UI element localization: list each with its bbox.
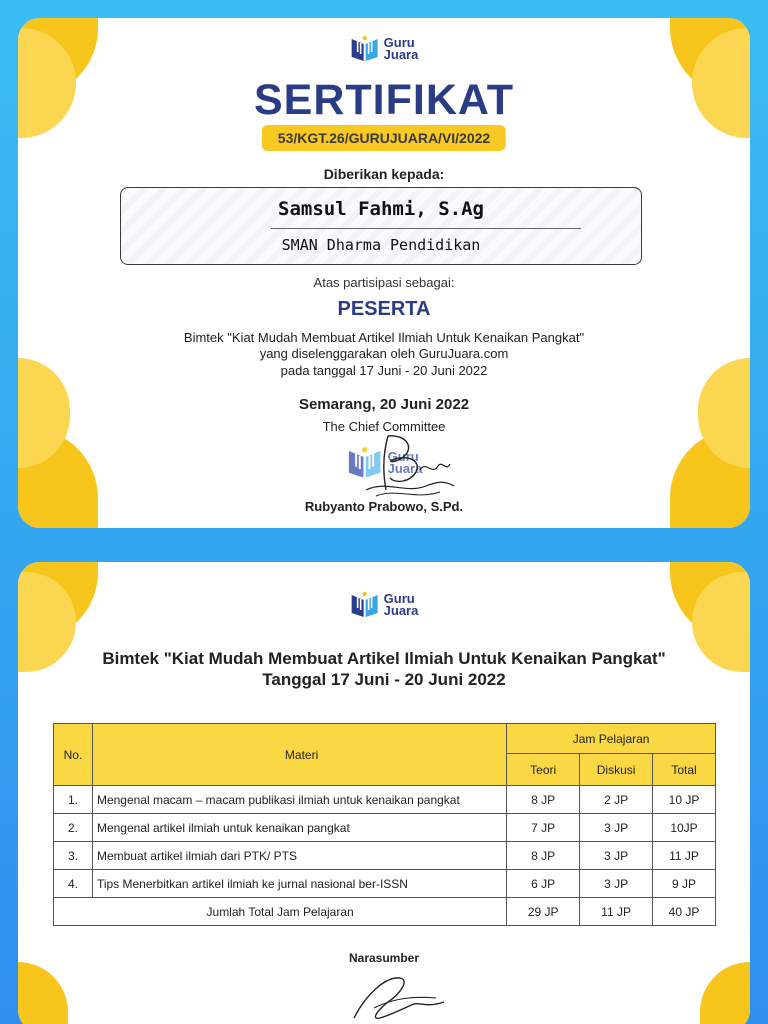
- row-diskusi: 3 JP: [580, 870, 653, 898]
- certificate-number: 53/KGT.26/GURUJUARA/VI/2022: [262, 125, 506, 151]
- header-diskusi: Diskusi: [580, 754, 653, 786]
- recipient-name: Samsul Fahmi, S.Ag: [278, 198, 484, 220]
- description-line: pada tanggal 17 Juni - 20 Juni 2022: [280, 363, 488, 378]
- row-total: 11 JP: [653, 842, 716, 870]
- header-materi: Materi: [92, 724, 506, 786]
- certificate-title: SERTIFIKAT: [253, 76, 515, 124]
- row-no: 4.: [54, 870, 93, 898]
- recipient-school: SMAN Dharma Pendidikan: [281, 236, 481, 254]
- corner-shape: [700, 962, 750, 1024]
- signature-image: [336, 430, 466, 502]
- certificate-card: [18, 18, 750, 528]
- recipient-box: [120, 187, 642, 265]
- participation-label: Atas partisipasi sebagai:: [313, 275, 455, 290]
- header-jam-pelajaran: Jam Pelajaran: [507, 724, 716, 754]
- materi-table: [53, 723, 716, 926]
- logo-text: Guru Juara: [383, 591, 419, 618]
- row-no: 1.: [54, 786, 93, 814]
- table-row: [54, 842, 716, 870]
- syllabus-card: [18, 562, 750, 1024]
- syllabus-date: Tanggal 17 Juni - 20 Juni 2022: [262, 670, 506, 689]
- row-total: 10JP: [653, 814, 716, 842]
- header-total: Total: [653, 754, 716, 786]
- row-teori: 8 JP: [507, 842, 580, 870]
- logo-text: Guru Juara: [383, 35, 419, 62]
- row-diskusi: 3 JP: [580, 814, 653, 842]
- row-materi: Tips Menerbitkan artikel ilmiah ke jurnal nasional ber-ISSN: [92, 870, 506, 898]
- brand-logo: [350, 35, 419, 63]
- book-logo-icon: [350, 35, 380, 63]
- summary-teori: 29 JP: [507, 898, 580, 926]
- row-total: 9 JP: [653, 870, 716, 898]
- committee-title: The Chief Committee: [322, 419, 446, 434]
- corner-shape: [18, 962, 68, 1024]
- summary-row: [54, 898, 716, 926]
- summary-diskusi: 11 JP: [580, 898, 653, 926]
- speaker-label: Narasumber: [348, 951, 420, 965]
- row-teori: 8 JP: [507, 786, 580, 814]
- row-teori: 7 JP: [507, 814, 580, 842]
- row-diskusi: 2 JP: [580, 786, 653, 814]
- description-line: Bimtek "Kiat Mudah Membuat Artikel Ilmiah Untuk Kenaikan Pangkat": [183, 330, 585, 345]
- header-teori: Teori: [507, 754, 580, 786]
- table-row: [54, 786, 716, 814]
- description-line: yang diselenggarakan oleh GuruJuara.com: [259, 346, 509, 361]
- row-diskusi: 3 JP: [580, 842, 653, 870]
- row-no: 2.: [54, 814, 93, 842]
- table-row: [54, 870, 716, 898]
- logo-text: Guru Juara: [387, 449, 423, 476]
- row-teori: 6 JP: [507, 870, 580, 898]
- signature-image: [344, 968, 454, 1024]
- summary-label: Jumlah Total Jam Pelajaran: [54, 898, 507, 926]
- summary-total: 40 JP: [653, 898, 716, 926]
- role-title: PESERTA: [337, 298, 431, 320]
- place-date: Semarang, 20 Juni 2022: [298, 396, 470, 413]
- signer-name: Rubyanto Prabowo, S.Pd.: [304, 499, 464, 514]
- syllabus-title: Bimtek "Kiat Mudah Membuat Artikel Ilmiah Untuk Kenaikan Pangkat": [102, 649, 666, 668]
- brand-logo: [350, 591, 419, 619]
- row-materi: Mengenal artikel ilmiah untuk kenaikan pangkat: [92, 814, 506, 842]
- table-row: [54, 814, 716, 842]
- name-underline: [271, 228, 581, 229]
- row-materi: Mengenal macam – macam publikasi ilmiah untuk kenaikan pangkat: [92, 786, 506, 814]
- header-no: No.: [54, 724, 93, 786]
- given-to-label: Diberikan kepada:: [323, 166, 445, 182]
- row-materi: Membuat artikel ilmiah dari PTK/ PTS: [92, 842, 506, 870]
- book-logo-icon: [350, 591, 380, 619]
- row-total: 10 JP: [653, 786, 716, 814]
- row-no: 3.: [54, 842, 93, 870]
